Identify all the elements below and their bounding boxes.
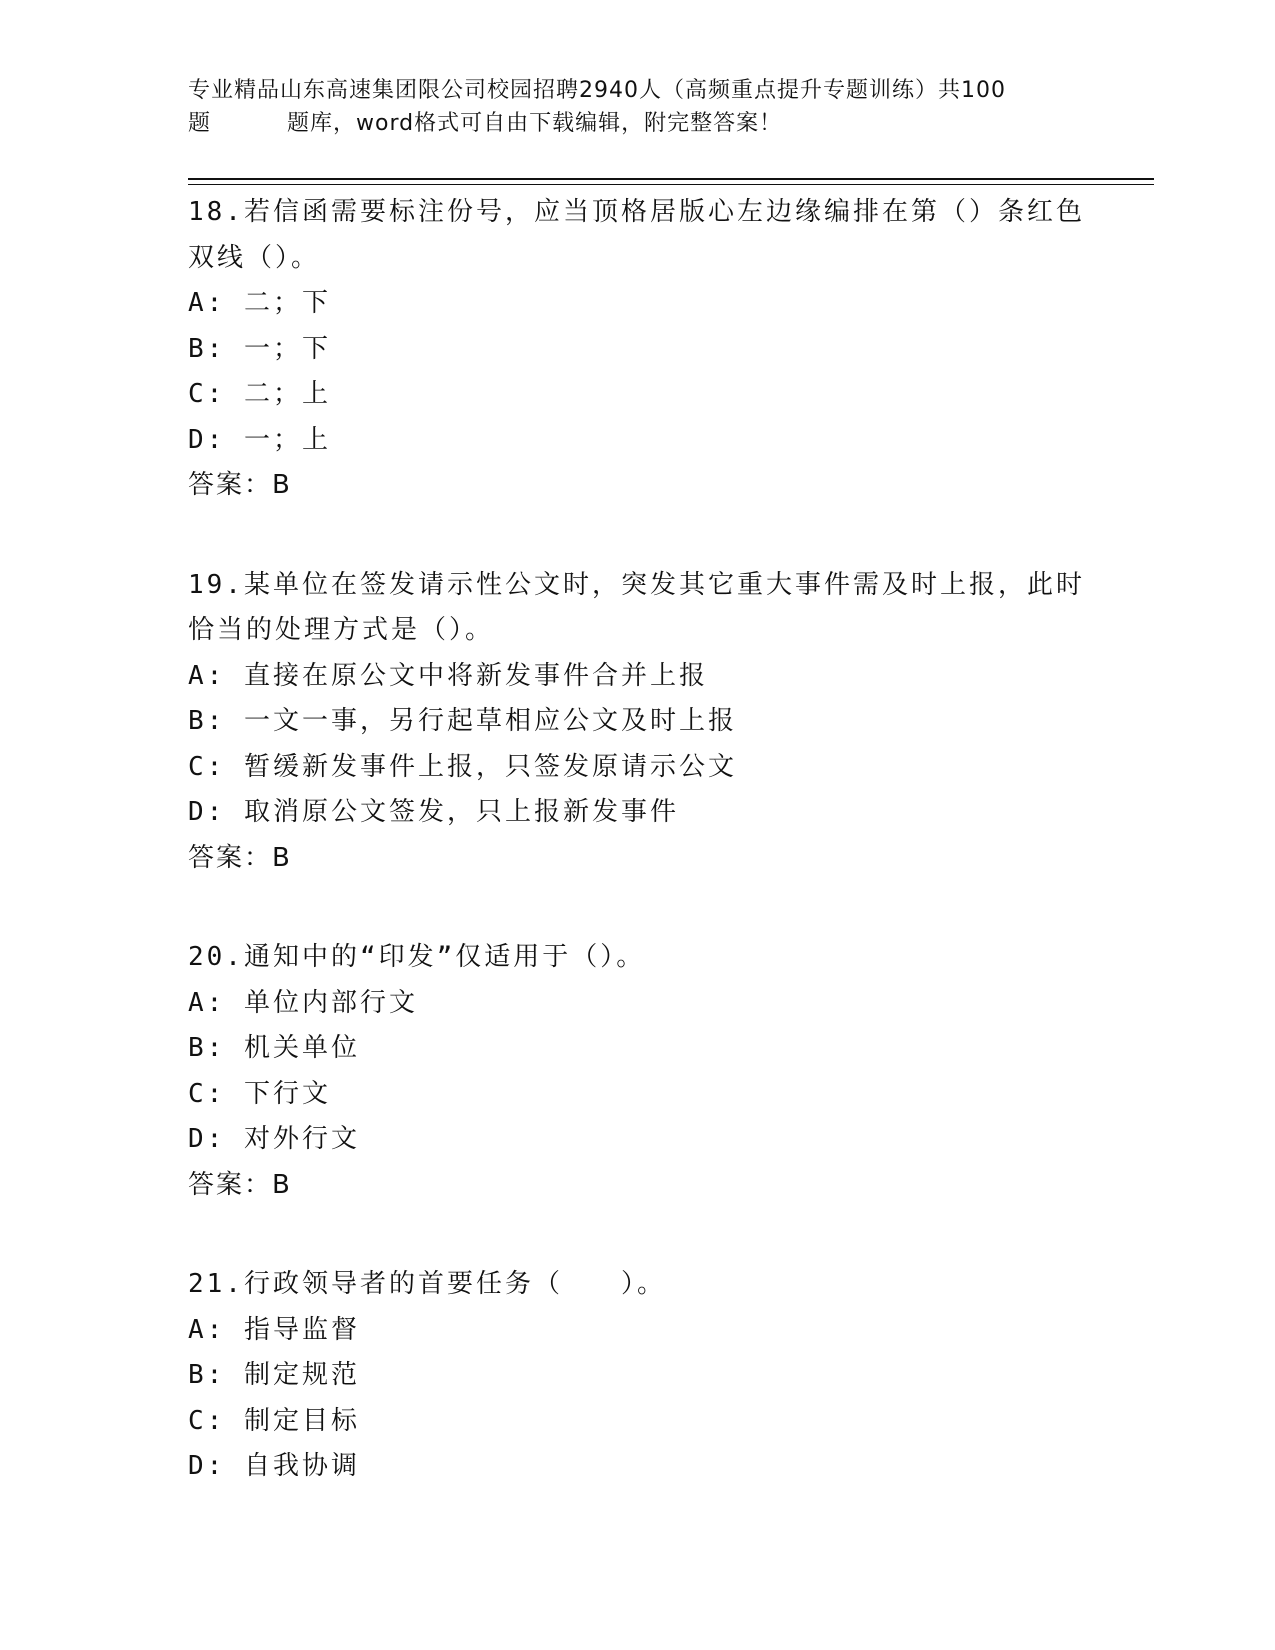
option-b: B: 一文一事，另行起草相应公文及时上报 xyxy=(188,706,737,736)
header-divider-thick xyxy=(188,178,1154,180)
header-line-2-left: 题 xyxy=(188,111,212,136)
header-line-1: 专业精品山东高速集团限公司校园招聘2940人（高频重点提升专题训练）共100 xyxy=(188,78,1006,103)
question-stem-line: 恰当的处理方式是（）。 xyxy=(188,615,495,645)
answer-line: 答案：B xyxy=(188,470,292,500)
question-stem-line: 双线（）。 xyxy=(188,242,321,273)
question-18 xyxy=(188,190,1154,509)
option-c: C: 暂缓新发事件上报，只签发原请示公文 xyxy=(188,751,737,782)
option-d: D: 自我协调 xyxy=(188,1451,360,1481)
question-stem-line: 19.某单位在签发请示性公文时，突发其它重大事件需及时上报，此时 xyxy=(188,569,1085,600)
question-stem-line: 18.若信函需要标注份号，应当顶格居版心左边缘编排在第（）条红色 xyxy=(188,197,1085,227)
option-b: B: 制定规范 xyxy=(188,1360,360,1390)
header-line-2 xyxy=(188,107,1088,140)
document-header xyxy=(188,74,1088,140)
option-d: D: 取消原公文签发，只上报新发事件 xyxy=(188,797,679,827)
answer-line: 答案：B xyxy=(188,1169,292,1200)
option-d: D: 一；上 xyxy=(188,424,331,455)
option-c: C: 下行文 xyxy=(188,1078,331,1109)
question-20 xyxy=(188,935,1154,1208)
option-d: D: 对外行文 xyxy=(188,1124,360,1154)
option-c: C: 制定目标 xyxy=(188,1405,360,1436)
question-19 xyxy=(188,563,1154,882)
question-list xyxy=(188,190,1154,1544)
answer-line: 答案：B xyxy=(188,842,292,873)
option-a: A: 单位内部行文 xyxy=(188,987,418,1018)
option-a: A: 二；下 xyxy=(188,288,331,318)
option-b: B: 一；下 xyxy=(188,333,331,364)
option-a: A: 指导监督 xyxy=(188,1314,360,1345)
question-21 xyxy=(188,1262,1154,1490)
header-divider-thin xyxy=(188,184,1154,185)
option-b: B: 机关单位 xyxy=(188,1033,360,1063)
question-stem-line: 20.通知中的“印发”仅适用于（）。 xyxy=(188,942,646,972)
option-c: C: 二；上 xyxy=(188,379,331,409)
question-stem-line: 21.行政领导者的首要任务（ ）。 xyxy=(188,1269,666,1299)
header-line-2-right: 题库，word格式可自由下载编辑，附完整答案！ xyxy=(287,111,783,136)
option-a: A: 直接在原公文中将新发事件合并上报 xyxy=(188,660,708,691)
